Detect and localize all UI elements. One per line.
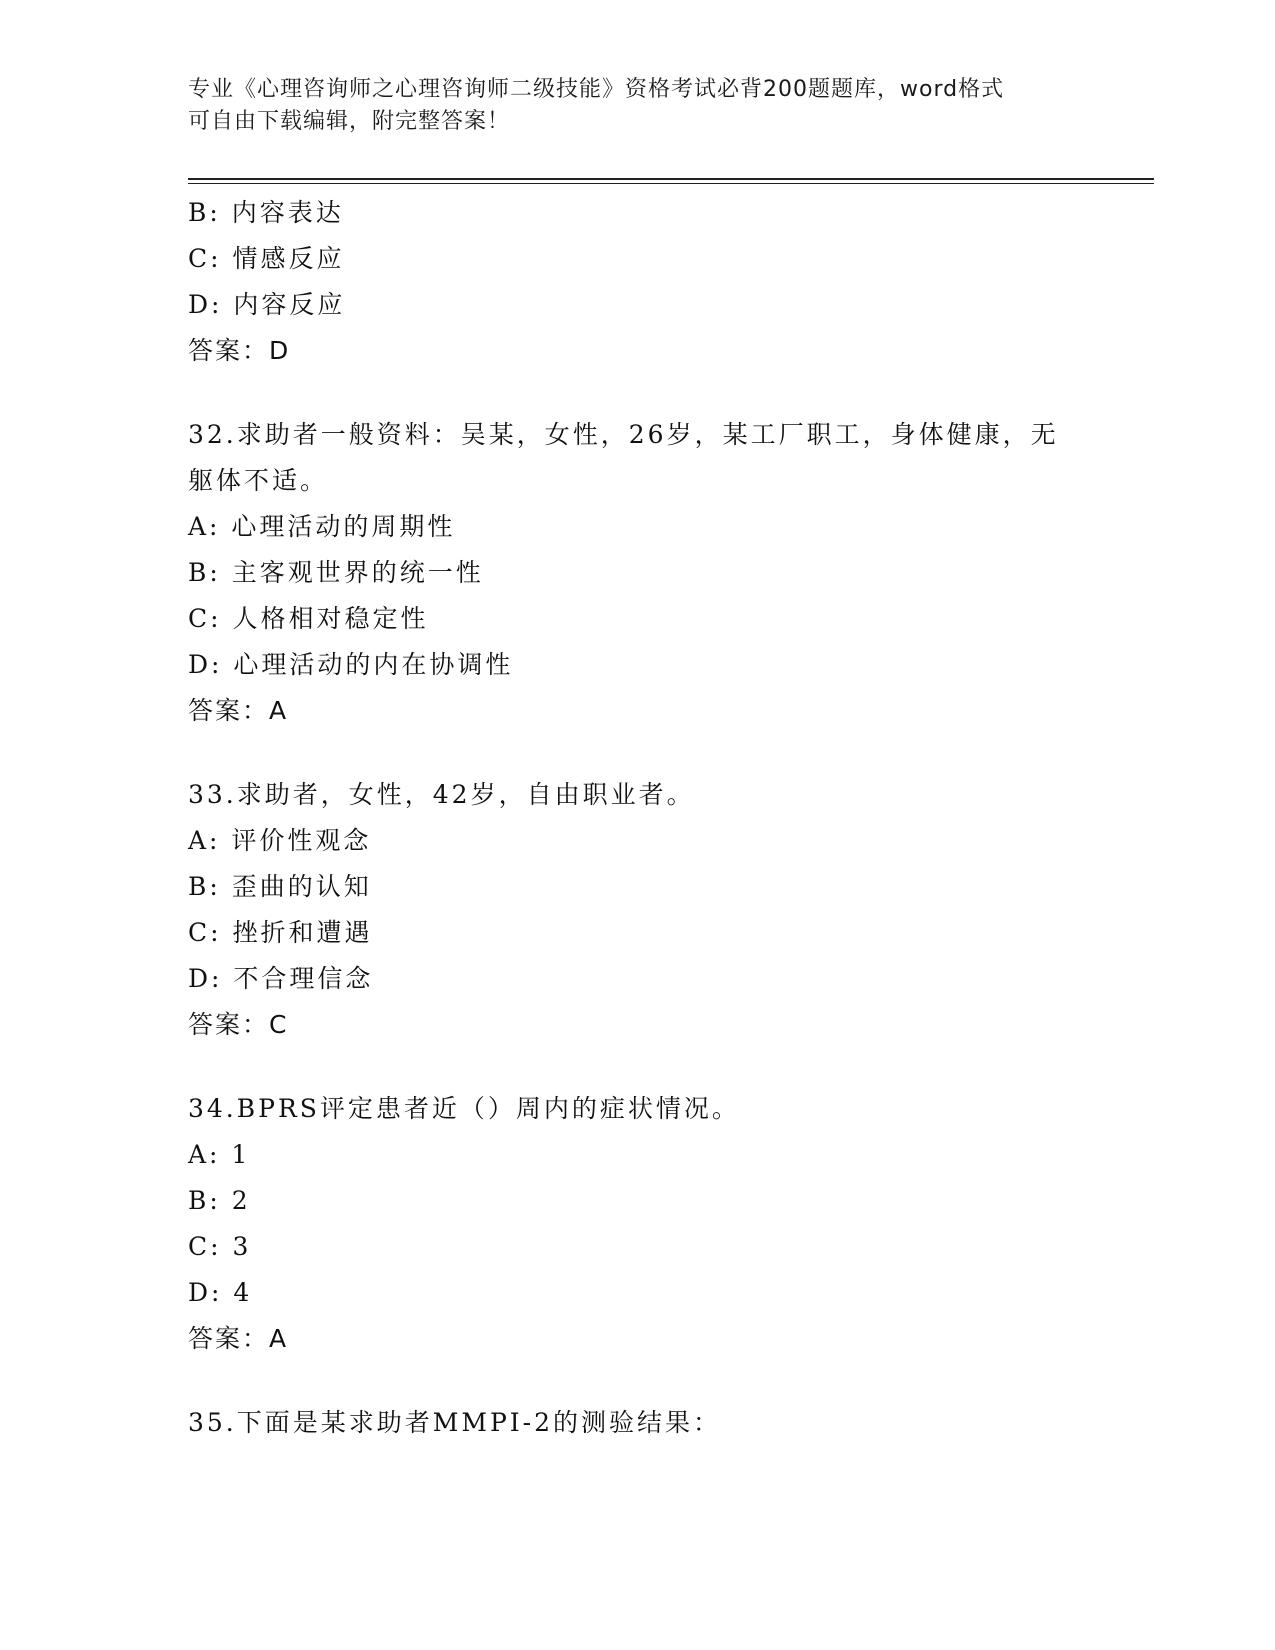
option-b: B: 2 bbox=[188, 1186, 251, 1215]
header-divider-thin bbox=[188, 183, 1154, 184]
question-stem-continued: 躯体不适。 bbox=[188, 466, 329, 495]
header-line-2: 可自由下载编辑，附完整答案！ bbox=[188, 109, 511, 134]
question-33 bbox=[188, 772, 1108, 1048]
spacer bbox=[188, 734, 1108, 772]
document-header bbox=[188, 74, 1088, 138]
answer-line: 答案：C bbox=[188, 1010, 289, 1039]
header-line-1: 专业《心理咨询师之心理咨询师二级技能》资格考试必背200题题库，word格式 bbox=[188, 77, 1005, 102]
question-stem: 32.求助者一般资料：吴某，女性，26岁，某工厂职工，身体健康，无 bbox=[188, 420, 1059, 449]
option-a: A: 评价性观念 bbox=[188, 826, 372, 855]
question-stem: 35.下面是某求助者MMPI-2的测验结果： bbox=[188, 1408, 722, 1437]
option-c: C: 人格相对稳定性 bbox=[188, 604, 429, 633]
option-c: C: 3 bbox=[188, 1232, 252, 1261]
question-31-tail bbox=[188, 190, 1108, 374]
question-35 bbox=[188, 1400, 1108, 1446]
option-c: C: 情感反应 bbox=[188, 244, 345, 273]
question-stem: 33.求助者，女性，42岁，自由职业者。 bbox=[188, 780, 695, 809]
option-c: C: 挫折和遭遇 bbox=[188, 918, 373, 947]
spacer bbox=[188, 1362, 1108, 1400]
question-32 bbox=[188, 412, 1108, 734]
answer-line: 答案：A bbox=[188, 1324, 289, 1353]
answer-line: 答案：D bbox=[188, 336, 291, 365]
option-b: B: 内容表达 bbox=[188, 198, 344, 227]
option-d: D: 内容反应 bbox=[188, 290, 346, 319]
answer-line: 答案：A bbox=[188, 696, 289, 725]
spacer bbox=[188, 1048, 1108, 1086]
document-body bbox=[188, 190, 1108, 1446]
option-a: A: 心理活动的周期性 bbox=[188, 512, 456, 541]
option-a: A: 1 bbox=[188, 1140, 251, 1169]
option-d: D: 不合理信念 bbox=[188, 964, 374, 993]
option-d: D: 心理活动的内在协调性 bbox=[188, 650, 514, 679]
question-34 bbox=[188, 1086, 1108, 1362]
spacer bbox=[188, 374, 1108, 412]
option-d: D: 4 bbox=[188, 1278, 253, 1307]
header-divider-thick bbox=[188, 178, 1154, 180]
option-b: B: 歪曲的认知 bbox=[188, 872, 372, 901]
option-b: B: 主客观世界的统一性 bbox=[188, 558, 484, 587]
question-stem: 34.BPRS评定患者近（）周内的症状情况。 bbox=[188, 1094, 740, 1123]
